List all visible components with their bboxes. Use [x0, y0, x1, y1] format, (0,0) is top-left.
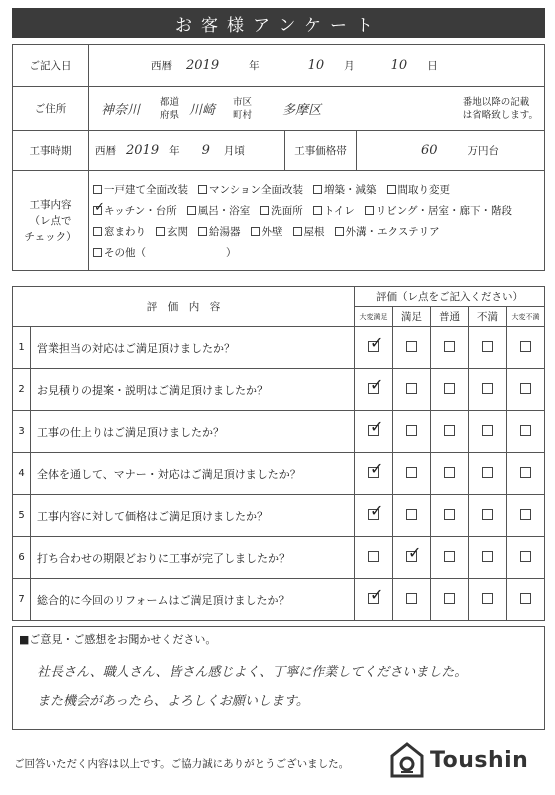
rating-cell: [355, 327, 393, 369]
period-month: 9: [201, 143, 210, 158]
rating-checkbox-icon[interactable]: [368, 551, 379, 562]
rating-checkbox-icon[interactable]: [482, 467, 493, 478]
rating-checkbox-icon[interactable]: [520, 425, 531, 436]
house-logo-icon: [390, 742, 424, 778]
address-value[interactable]: [89, 87, 545, 131]
rating-cell: [507, 411, 545, 453]
question-number: 5: [13, 495, 31, 537]
period-month-unit: 月頃: [223, 145, 245, 157]
eval-column-header: 大変不満: [507, 307, 545, 327]
work-item[interactable]: [156, 224, 188, 239]
address-note-line1: 番地以降の記載: [462, 96, 530, 108]
work-item-label: リビング・居室・廊下・階段: [375, 204, 513, 217]
period-year-unit: 年: [169, 145, 180, 157]
work-item-label: 給湯器: [209, 225, 241, 238]
rating-cell: [469, 327, 507, 369]
checkbox-icon[interactable]: [93, 227, 102, 236]
work-item-label: その他（: [104, 246, 146, 259]
address-row: [13, 87, 545, 131]
checkbox-icon[interactable]: [251, 227, 260, 236]
rating-checkbox-icon[interactable]: [482, 341, 493, 352]
checkbox-icon[interactable]: [93, 185, 102, 194]
checkbox-icon[interactable]: [293, 227, 302, 236]
rating-cell: [431, 495, 469, 537]
rating-cell: [431, 411, 469, 453]
rating-checkbox-icon[interactable]: [444, 341, 455, 352]
rating-cell: [355, 495, 393, 537]
city-unit: [233, 96, 252, 122]
info-table: [12, 44, 545, 271]
question-text: 営業担当の対応はご満足頂けましたか？: [31, 327, 355, 369]
eval-column-header: 不満: [469, 307, 507, 327]
logo-text: Toushin: [430, 747, 529, 773]
rating-checkbox-icon[interactable]: [368, 383, 379, 394]
rating-checkbox-icon[interactable]: [444, 467, 455, 478]
rating-cell: [507, 495, 545, 537]
date-value[interactable]: [89, 45, 545, 87]
rating-checkbox-icon[interactable]: [444, 551, 455, 562]
rating-cell: [355, 453, 393, 495]
rating-cell: [469, 495, 507, 537]
work-item[interactable]: [251, 224, 283, 239]
work-items: [89, 178, 544, 264]
date-month: 10: [307, 58, 325, 73]
work-item-label: 洗面所: [271, 204, 303, 217]
work-item[interactable]: [387, 182, 451, 197]
work-item-label: キッチン・台所: [104, 204, 177, 217]
address-label: ご住所: [13, 87, 89, 131]
work-item[interactable]: [226, 245, 237, 260]
question-number: 1: [13, 327, 31, 369]
rating-cell: [393, 579, 431, 621]
comment-heading: ■ご意見・ご感想をお聞かせください。: [19, 633, 217, 646]
rating-checkbox-icon[interactable]: [406, 425, 417, 436]
rating-cell: [393, 369, 431, 411]
work-item-label: マンション全面改装: [209, 183, 304, 196]
rating-checkbox-icon[interactable]: [482, 383, 493, 394]
checkbox-icon[interactable]: [198, 185, 207, 194]
work-item[interactable]: [365, 203, 512, 218]
work-item-label: 一戸建て全面改装: [104, 183, 188, 196]
city-unit-top: 市区: [233, 96, 253, 108]
question-text: 全体を通して、マナー・対応はご満足頂けましたか？: [31, 453, 355, 495]
rating-checkbox-icon[interactable]: [368, 509, 379, 520]
work-item[interactable]: [93, 182, 188, 197]
address-note-line2: は省略致します。: [462, 109, 538, 121]
checkbox-icon[interactable]: [93, 248, 102, 257]
rating-cell: [393, 495, 431, 537]
rating-cell: [355, 537, 393, 579]
checkbox-icon[interactable]: [313, 206, 322, 215]
rating-cell: [507, 537, 545, 579]
evaluation-table: [12, 286, 545, 621]
rating-checkbox-icon[interactable]: [368, 593, 379, 604]
work-item[interactable]: [313, 182, 377, 197]
work-item[interactable]: [335, 224, 440, 239]
address-ward: 多摩区: [282, 103, 322, 118]
question-text: お見積りの提案・説明はご満足頂けましたか？: [31, 369, 355, 411]
work-item[interactable]: [187, 203, 251, 218]
period-label: 工事時期: [13, 131, 89, 171]
checkbox-icon[interactable]: [335, 227, 344, 236]
eval-row: [13, 579, 545, 621]
eval-row: [13, 453, 545, 495]
question-text: 工事の仕上りはご満足頂けましたか？: [31, 411, 355, 453]
work-item-label: 玄関: [167, 225, 188, 238]
rating-cell: [507, 327, 545, 369]
city-unit-bottom: 町村: [233, 109, 253, 121]
comment-area[interactable]: [12, 626, 545, 730]
work-item[interactable]: [198, 224, 241, 239]
pref-unit-top: 都道: [160, 96, 180, 108]
rating-cell: [469, 453, 507, 495]
footer-text: ご回答いただく内容は以上です。ご協力誠にありがとうございました。: [14, 758, 350, 770]
date-month-unit: 月: [344, 60, 355, 72]
comment-line-2: また機会があったら、よろしくお願いします。: [37, 694, 309, 709]
eval-column-header: 大変満足: [355, 307, 393, 327]
date-year: 2019: [186, 58, 220, 73]
rating-cell: [355, 579, 393, 621]
work-item[interactable]: [260, 203, 303, 218]
question-text: 工事内容に対して価格はご満足頂けましたか？: [31, 495, 355, 537]
rating-cell: [469, 537, 507, 579]
date-label: ご記入日: [13, 45, 89, 87]
rating-cell: [507, 579, 545, 621]
address-city: 川崎: [189, 103, 216, 118]
checkbox-icon[interactable]: [365, 206, 374, 215]
rating-checkbox-icon[interactable]: [520, 467, 531, 478]
question-number: 2: [13, 369, 31, 411]
rating-checkbox-icon[interactable]: [444, 383, 455, 394]
work-item[interactable]: [93, 224, 146, 239]
question-number: 4: [13, 453, 31, 495]
rating-cell: [393, 411, 431, 453]
work-label-line1: 工事内容: [29, 198, 72, 211]
work-item-label: 外壁: [261, 225, 283, 238]
address-pref: 神奈川: [101, 103, 141, 118]
page-title: お客様アンケート: [12, 8, 545, 38]
rating-checkbox-icon[interactable]: [444, 593, 455, 604]
work-label-line2: （レ点で: [29, 214, 72, 227]
date-year-unit: 年: [249, 60, 260, 72]
rating-checkbox-icon[interactable]: [368, 425, 379, 436]
rating-checkbox-icon[interactable]: [520, 593, 531, 604]
pref-unit: [160, 96, 179, 122]
question-number: 6: [13, 537, 31, 579]
rating-cell: [507, 453, 545, 495]
question-text: 総合的に今回のリフォームはご満足頂けましたか？: [31, 579, 355, 621]
checkbox-icon[interactable]: [187, 206, 196, 215]
work-row: [13, 171, 545, 271]
checkbox-icon[interactable]: [198, 227, 207, 236]
rating-checkbox-icon[interactable]: [482, 593, 493, 604]
question-number: 3: [13, 411, 31, 453]
work-item-label: 間取り変更: [397, 183, 451, 196]
rating-checkbox-icon[interactable]: [368, 467, 379, 478]
period-year: 2019: [126, 143, 160, 158]
rating-cell: [507, 369, 545, 411]
rating-cell: [431, 369, 469, 411]
work-item-label: 窓まわり: [104, 225, 146, 238]
rating-cell: [355, 369, 393, 411]
question-number: 7: [13, 579, 31, 621]
eval-row: [13, 411, 545, 453]
period-row: [13, 131, 545, 171]
eval-body: [13, 327, 545, 621]
rating-checkbox-icon[interactable]: [368, 341, 379, 352]
rating-checkbox-icon[interactable]: [520, 551, 531, 562]
price-unit: 万円台: [467, 145, 500, 157]
company-logo: [390, 742, 528, 778]
rating-cell: [431, 453, 469, 495]
eval-header-row: [13, 287, 545, 307]
work-item[interactable]: [93, 203, 177, 218]
rating-cell: [469, 369, 507, 411]
work-label-line3: チェック）: [24, 230, 77, 243]
work-label: [13, 171, 89, 271]
work-item[interactable]: [198, 182, 303, 197]
rating-checkbox-icon[interactable]: [482, 551, 493, 562]
rating-cell: [393, 327, 431, 369]
date-day: 10: [390, 58, 408, 73]
eval-column-header: 満足: [393, 307, 431, 327]
rating-checkbox-icon[interactable]: [406, 383, 417, 394]
rating-cell: [355, 411, 393, 453]
rating-cell: [469, 411, 507, 453]
checkbox-icon[interactable]: [156, 227, 165, 236]
rating-cell: [431, 579, 469, 621]
question-text: 打ち合わせの期限どおりに工事が完了しましたか？: [31, 537, 355, 579]
rating-cell: [469, 579, 507, 621]
price-label: 工事価格帯: [285, 131, 357, 171]
rating-cell: [431, 537, 469, 579]
work-item[interactable]: [93, 245, 146, 260]
rating-cell: [431, 327, 469, 369]
work-item-label: ）: [226, 246, 237, 259]
price-value[interactable]: [357, 131, 545, 171]
checkbox-icon[interactable]: [93, 206, 102, 215]
eval-header-left: 評 価 内 容: [13, 287, 355, 327]
work-item-label: トイレ: [323, 204, 355, 217]
work-item-label: 増築・減築: [324, 183, 377, 196]
address-note: [463, 96, 538, 122]
rating-checkbox-icon[interactable]: [520, 509, 531, 520]
rating-checkbox-icon[interactable]: [482, 425, 493, 436]
rating-checkbox-icon[interactable]: [444, 509, 455, 520]
eval-row: [13, 537, 545, 579]
rating-checkbox-icon[interactable]: [406, 509, 417, 520]
eval-header-right: 評価（レ点をご記入ください）: [355, 287, 545, 307]
rating-checkbox-icon[interactable]: [444, 425, 455, 436]
eval-row: [13, 495, 545, 537]
rating-cell: [393, 453, 431, 495]
rating-checkbox-icon[interactable]: [406, 467, 417, 478]
date-row: [13, 45, 545, 87]
work-options: [89, 171, 545, 271]
rating-checkbox-icon[interactable]: [520, 341, 531, 352]
work-item-label: 外溝・エクステリア: [345, 225, 440, 238]
rating-checkbox-icon[interactable]: [406, 551, 417, 562]
checkbox-icon[interactable]: [387, 185, 396, 194]
rating-checkbox-icon[interactable]: [482, 509, 493, 520]
rating-checkbox-icon[interactable]: [406, 341, 417, 352]
work-item[interactable]: [313, 203, 355, 218]
date-day-unit: 日: [427, 60, 438, 72]
pref-unit-bottom: 府県: [160, 109, 180, 121]
checkbox-icon[interactable]: [313, 185, 322, 194]
date-era: 西暦: [151, 60, 172, 72]
work-item-label: 屋根: [303, 225, 325, 238]
period-era: 西暦: [95, 145, 116, 157]
rating-checkbox-icon[interactable]: [520, 383, 531, 394]
work-item[interactable]: [293, 224, 325, 239]
eval-row: [13, 327, 545, 369]
eval-row: [13, 369, 545, 411]
rating-cell: [393, 537, 431, 579]
price-amount: 60: [421, 143, 438, 158]
period-value[interactable]: [89, 131, 285, 171]
eval-column-header: 普通: [431, 307, 469, 327]
comment-line-1: 社長さん、職人さん、皆さん感じよく、丁寧に作業してくださいました。: [37, 665, 468, 680]
checkbox-icon[interactable]: [260, 206, 269, 215]
rating-checkbox-icon[interactable]: [406, 593, 417, 604]
work-item-label: 風呂・浴室: [197, 204, 251, 217]
